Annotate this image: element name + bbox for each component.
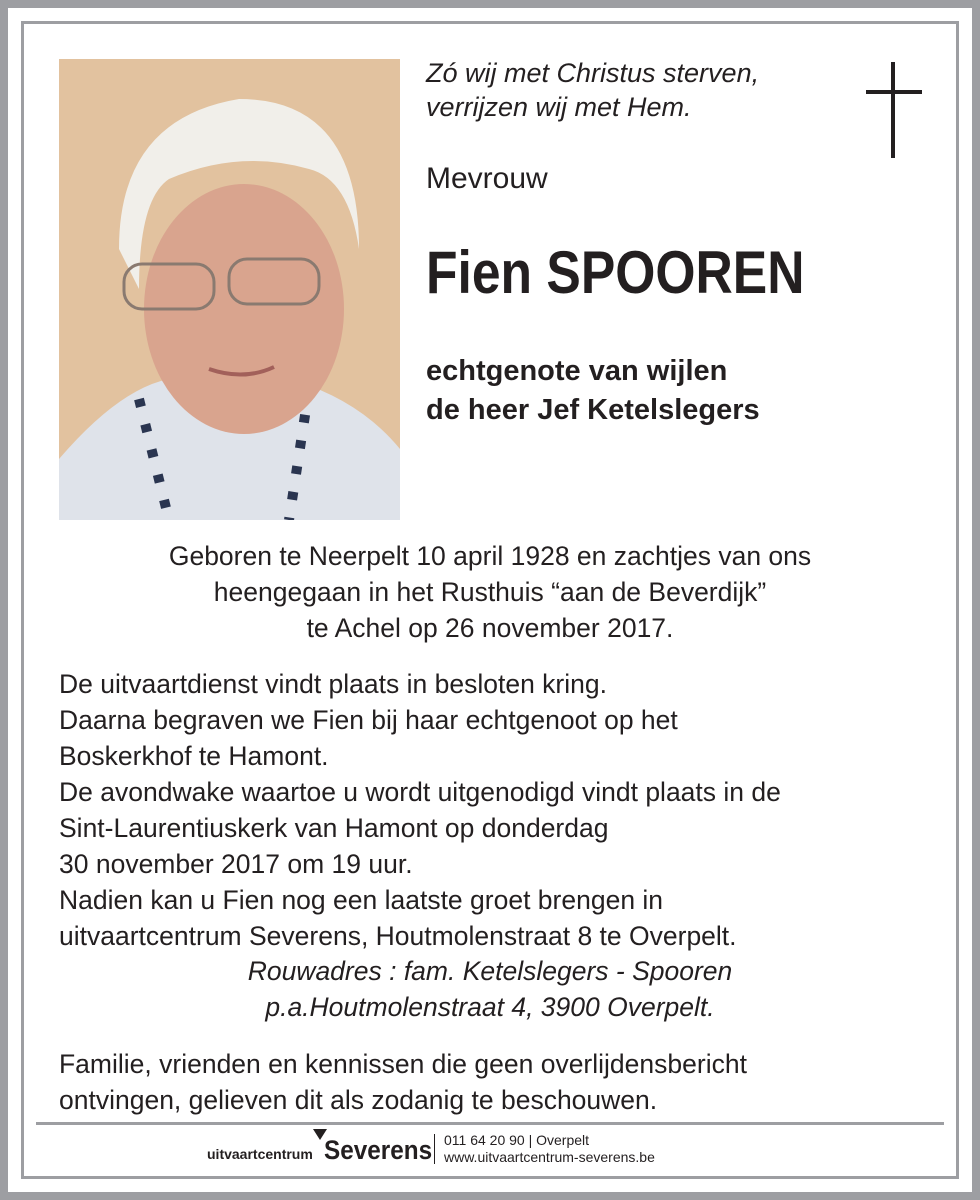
closing-line: Familie, vrienden en kennissen die geen overlijdensbericht (59, 1049, 747, 1079)
closing-note (59, 1046, 747, 1118)
footer-logo (207, 1128, 767, 1168)
birth-death-info (40, 538, 940, 646)
born-line: heengegaan in het Rusthuis “aan de Beverdijk” (213, 577, 767, 607)
details-line: De uitvaartdienst vindt plaats in besloten kring. (59, 669, 607, 699)
honorific: Mevrouw (426, 162, 548, 195)
born-line: te Achel op 26 november 2017. (306, 613, 674, 643)
verse-line: Zó wij met Christus sterven, (426, 58, 760, 88)
born-line: Geboren te Neerpelt 10 april 1928 en zachtjes van ons (168, 541, 812, 571)
details-line: De avondwake waartoe u wordt uitgenodigd vindt plaats in de (59, 777, 781, 807)
spouse-line: de heer Jef Ketelslegers (426, 394, 760, 426)
brand-name: Severens (324, 1135, 433, 1165)
brand-small: uitvaartcentrum (207, 1146, 313, 1162)
address-line: Rouwadres : fam. Ketelslegers - Spooren (247, 956, 733, 986)
mourning-address (40, 953, 940, 1025)
contact-info (444, 1132, 655, 1166)
verse (426, 56, 759, 124)
portrait-photo (59, 59, 400, 520)
website-link[interactable]: www.uitvaartcentrum-severens.be (444, 1149, 655, 1165)
address-line: p.a.Houtmolenstraat 4, 3900 Overpelt. (265, 992, 715, 1022)
spouse-line: echtgenote van wijlen (426, 355, 728, 387)
cross-icon (866, 62, 922, 158)
funeral-details (59, 666, 781, 954)
footer-divider (36, 1122, 944, 1125)
verse-line: verrijzen wij met Hem. (426, 92, 692, 122)
deceased-name: Fien SPOOREN (426, 239, 805, 306)
spouse-info (426, 352, 760, 430)
details-line: Daarna begraven we Fien bij haar echtgenoot op het (59, 705, 678, 735)
closing-line: ontvingen, gelieven dit als zodanig te beschouwen. (59, 1085, 658, 1115)
separator (434, 1134, 435, 1164)
details-line: 30 november 2017 om 19 uur. (59, 849, 413, 879)
details-line: uitvaartcentrum Severens, Houtmolenstraat 8 te Overpelt. (59, 921, 737, 951)
phone-line: 011 64 20 90 | Overpelt (444, 1132, 590, 1148)
details-line: Boskerkhof te Hamont. (59, 741, 329, 771)
details-line: Nadien kan u Fien nog een laatste groet brengen in (59, 885, 664, 915)
details-line: Sint-Laurentiuskerk van Hamont op donderdag (59, 813, 609, 843)
